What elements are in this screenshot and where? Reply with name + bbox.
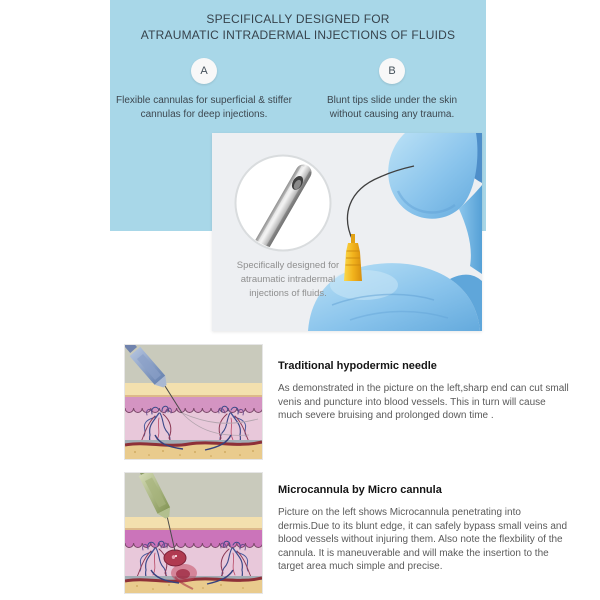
hypodermic-needle-skin-illustration	[125, 345, 262, 459]
banner-title-line2: ATRAUMATIC INTRADERMAL INJECTIONS OF FLUIDS	[140, 28, 456, 42]
feature-a-text	[110, 94, 298, 122]
feature-b-text	[298, 94, 486, 122]
feature-a	[110, 58, 298, 122]
section-body-traditional: As demonstrated in the picture on the left,sharp end can cut small venis and puncture into blood vessels. This in turn will cause much severe bruising and prolonged down time .	[278, 383, 569, 421]
photo-caption-line1: Specifically designed for	[236, 260, 340, 271]
badge-b: B	[379, 58, 405, 84]
feature-b-line1: Blunt tips slide under the skin	[326, 95, 458, 106]
section-body-microcannula: Picture on the left shows Microcannula penetrating into dermis.Due to its blunt edge, it can safely bypass small veins and blood vessels without injuring them. Also note the flexbility of the cannula. It is maneuverable and will make the insertion to the target area much simple and precise.	[278, 507, 568, 572]
banner-title-line1: SPECIFICALLY DESIGNED FOR	[206, 12, 390, 26]
feature-a-line1: Flexible cannulas for superficial & stiffer	[115, 95, 292, 106]
gloved-hand-cannula-photo	[212, 133, 482, 331]
section-title-microcannula: Microcannula by Micro cannula	[278, 484, 442, 496]
section-traditional-needle	[278, 360, 578, 423]
product-photo-card	[212, 133, 482, 331]
feature-a-line2: cannulas for deep injections.	[140, 109, 268, 120]
feature-b-line2: without causing any trauma.	[329, 109, 455, 120]
section-title-traditional: Traditional hypodermic needle	[278, 360, 437, 372]
feature-b	[298, 58, 486, 122]
photo-caption-line3: injections of fluids.	[249, 288, 327, 299]
badge-a: A	[191, 58, 217, 84]
feature-list	[110, 58, 486, 122]
microcannula-skin-illustration	[125, 473, 262, 593]
photo-caption-line2: atraumatic intradermal	[240, 274, 336, 285]
banner-title	[110, 11, 486, 43]
section-microcannula	[278, 484, 578, 574]
photo-caption	[218, 259, 358, 301]
